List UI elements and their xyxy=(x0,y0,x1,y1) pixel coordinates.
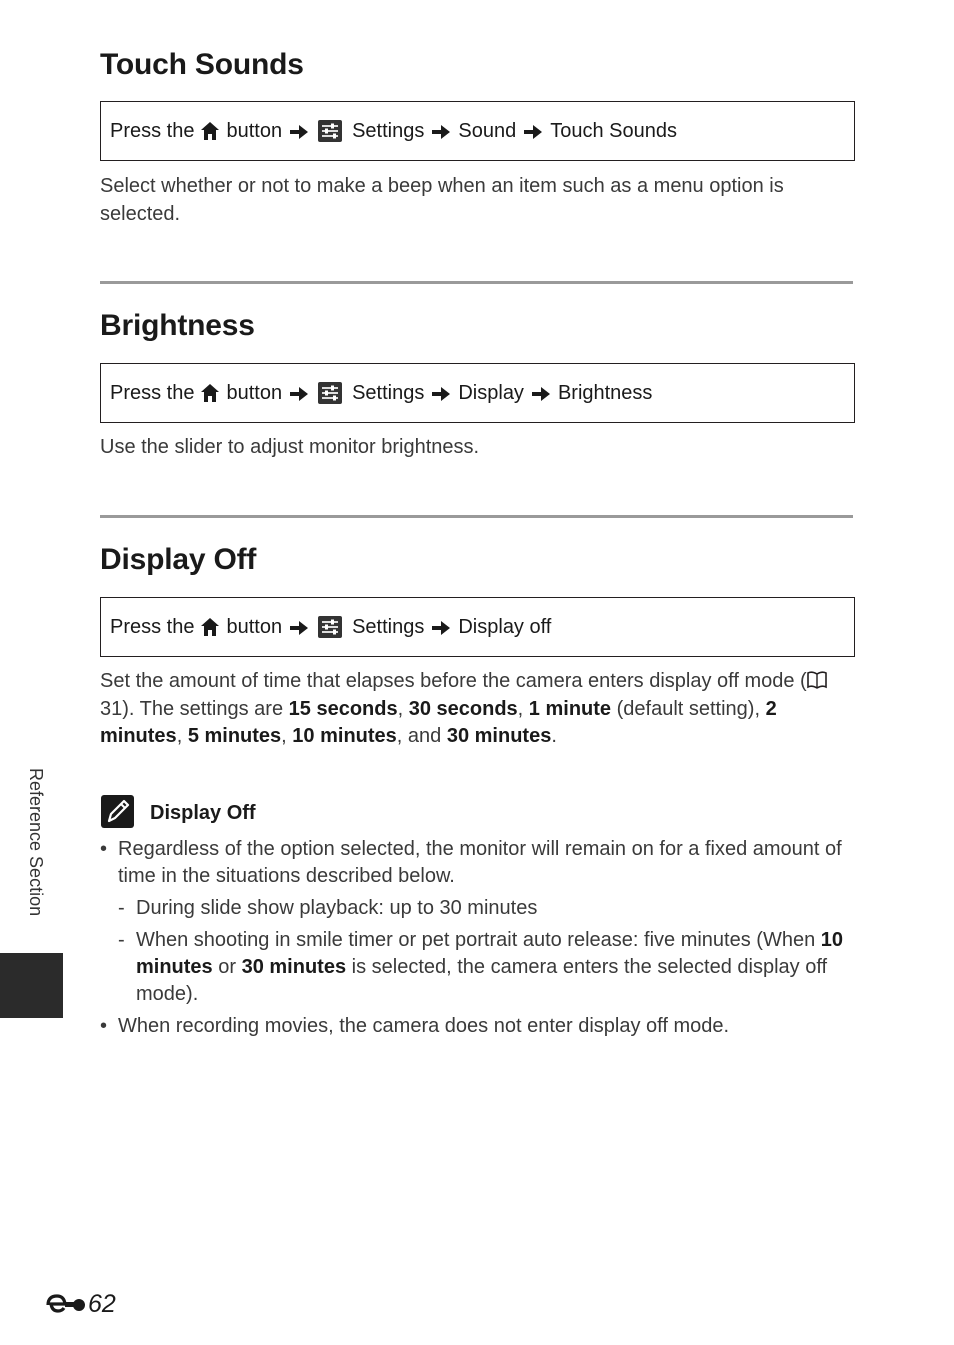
note-title: Display Off xyxy=(150,802,256,824)
settings-menu-icon xyxy=(318,120,342,142)
list-item xyxy=(118,895,858,922)
option-5-minutes: 5 minutes xyxy=(187,725,282,747)
arrow-right-icon xyxy=(432,619,450,635)
dash-icon: - xyxy=(118,929,125,951)
path-step: Sound xyxy=(458,119,517,142)
separator: , xyxy=(397,697,409,720)
separator: , xyxy=(281,725,293,747)
dash-icon: - xyxy=(118,897,125,919)
settings-menu-icon xyxy=(318,382,342,404)
list-item xyxy=(118,927,858,1008)
home-icon xyxy=(200,121,220,141)
list-item xyxy=(100,1013,860,1040)
section-body-touch-sounds: Select whether or not to make a beep when an item such as a menu option is selected. xyxy=(100,175,784,225)
dash-text-part: or xyxy=(212,956,242,978)
body-text: , and xyxy=(396,725,447,747)
path-prefix: Press the xyxy=(110,615,195,638)
option-30-seconds: 30 seconds xyxy=(408,697,518,720)
dash-text-part: When shooting in smile timer or pet portrait auto release: five minutes (When xyxy=(136,929,821,951)
home-icon xyxy=(200,617,220,637)
path-button-word: button xyxy=(226,381,283,404)
side-section-tab xyxy=(0,953,63,1018)
page-ref: 31 xyxy=(100,697,123,720)
option-15-seconds: 15 seconds xyxy=(288,697,398,720)
path-settings: Settings xyxy=(352,615,425,638)
path-button-word: button xyxy=(226,615,283,638)
settings-menu-icon xyxy=(318,616,342,638)
path-step: Brightness xyxy=(557,381,653,404)
path-prefix: Press the xyxy=(110,381,195,404)
dash-text xyxy=(136,927,858,1008)
bullet-text: When recording movies, the camera does not enter display off mode. xyxy=(118,1015,730,1037)
path-button-word: button xyxy=(226,119,283,142)
page-number xyxy=(46,1290,116,1319)
path-prefix: Press the xyxy=(110,119,195,142)
side-section-label: Reference Section xyxy=(26,768,46,917)
option-30-minutes: 30 minutes xyxy=(241,956,347,978)
section-body-brightness: Use the slider to adjust monitor brightness. xyxy=(100,436,480,458)
option-10-minutes: 10 minutes xyxy=(136,929,843,978)
menu-path-brightness xyxy=(100,363,855,423)
home-icon xyxy=(200,383,220,403)
path-settings: Settings xyxy=(352,381,425,404)
option-10-minutes: 10 minutes xyxy=(292,725,397,747)
bullet-icon: • xyxy=(100,838,108,860)
separator: , xyxy=(176,725,188,747)
reference-e-icon xyxy=(46,1293,86,1317)
section-title-display-off: Display Off xyxy=(100,543,257,576)
option-1-minute: 1 minute xyxy=(528,697,612,720)
body-text: (default setting), xyxy=(611,697,766,720)
arrow-right-icon xyxy=(290,385,308,401)
note-pencil-icon xyxy=(101,795,134,828)
menu-path-touch-sounds xyxy=(100,101,855,161)
section-divider xyxy=(100,515,853,518)
arrow-right-icon xyxy=(432,385,450,401)
bullet-icon: • xyxy=(100,1015,108,1037)
arrow-right-icon xyxy=(524,123,542,139)
arrow-right-icon xyxy=(532,385,550,401)
menu-path-display-off xyxy=(100,597,855,657)
path-step: Display off xyxy=(458,615,552,638)
path-settings: Settings xyxy=(352,119,425,142)
section-divider xyxy=(100,281,853,284)
body-text: Set the amount of time that elapses before the camera enters display off mode ( xyxy=(100,670,807,692)
section-title-brightness: Brightness xyxy=(100,309,255,342)
option-30-minutes: 30 minutes xyxy=(446,725,552,747)
dash-text: During slide show playback: up to 30 minutes xyxy=(136,897,538,919)
body-text: . xyxy=(551,725,557,747)
page-ref-icon xyxy=(807,670,827,688)
path-step: Touch Sounds xyxy=(550,119,677,142)
section-title-touch-sounds: Touch Sounds xyxy=(100,48,304,81)
arrow-right-icon xyxy=(432,123,450,139)
option-2-minutes: 2 minutes xyxy=(100,697,777,747)
page-number-value: 62 xyxy=(88,1290,116,1318)
list-item xyxy=(100,836,860,890)
path-step: Display xyxy=(458,381,524,404)
separator: , xyxy=(517,697,529,720)
arrow-right-icon xyxy=(290,123,308,139)
arrow-right-icon xyxy=(290,619,308,635)
body-text: ). The settings are xyxy=(122,697,289,720)
dash-text-part: is selected, the camera enters the selected display off mode). xyxy=(136,956,828,1005)
section-body-display-off xyxy=(100,668,855,751)
bullet-text: Regardless of the option selected, the monitor will remain on for a fixed amount of time in the situations described below. xyxy=(118,838,842,887)
